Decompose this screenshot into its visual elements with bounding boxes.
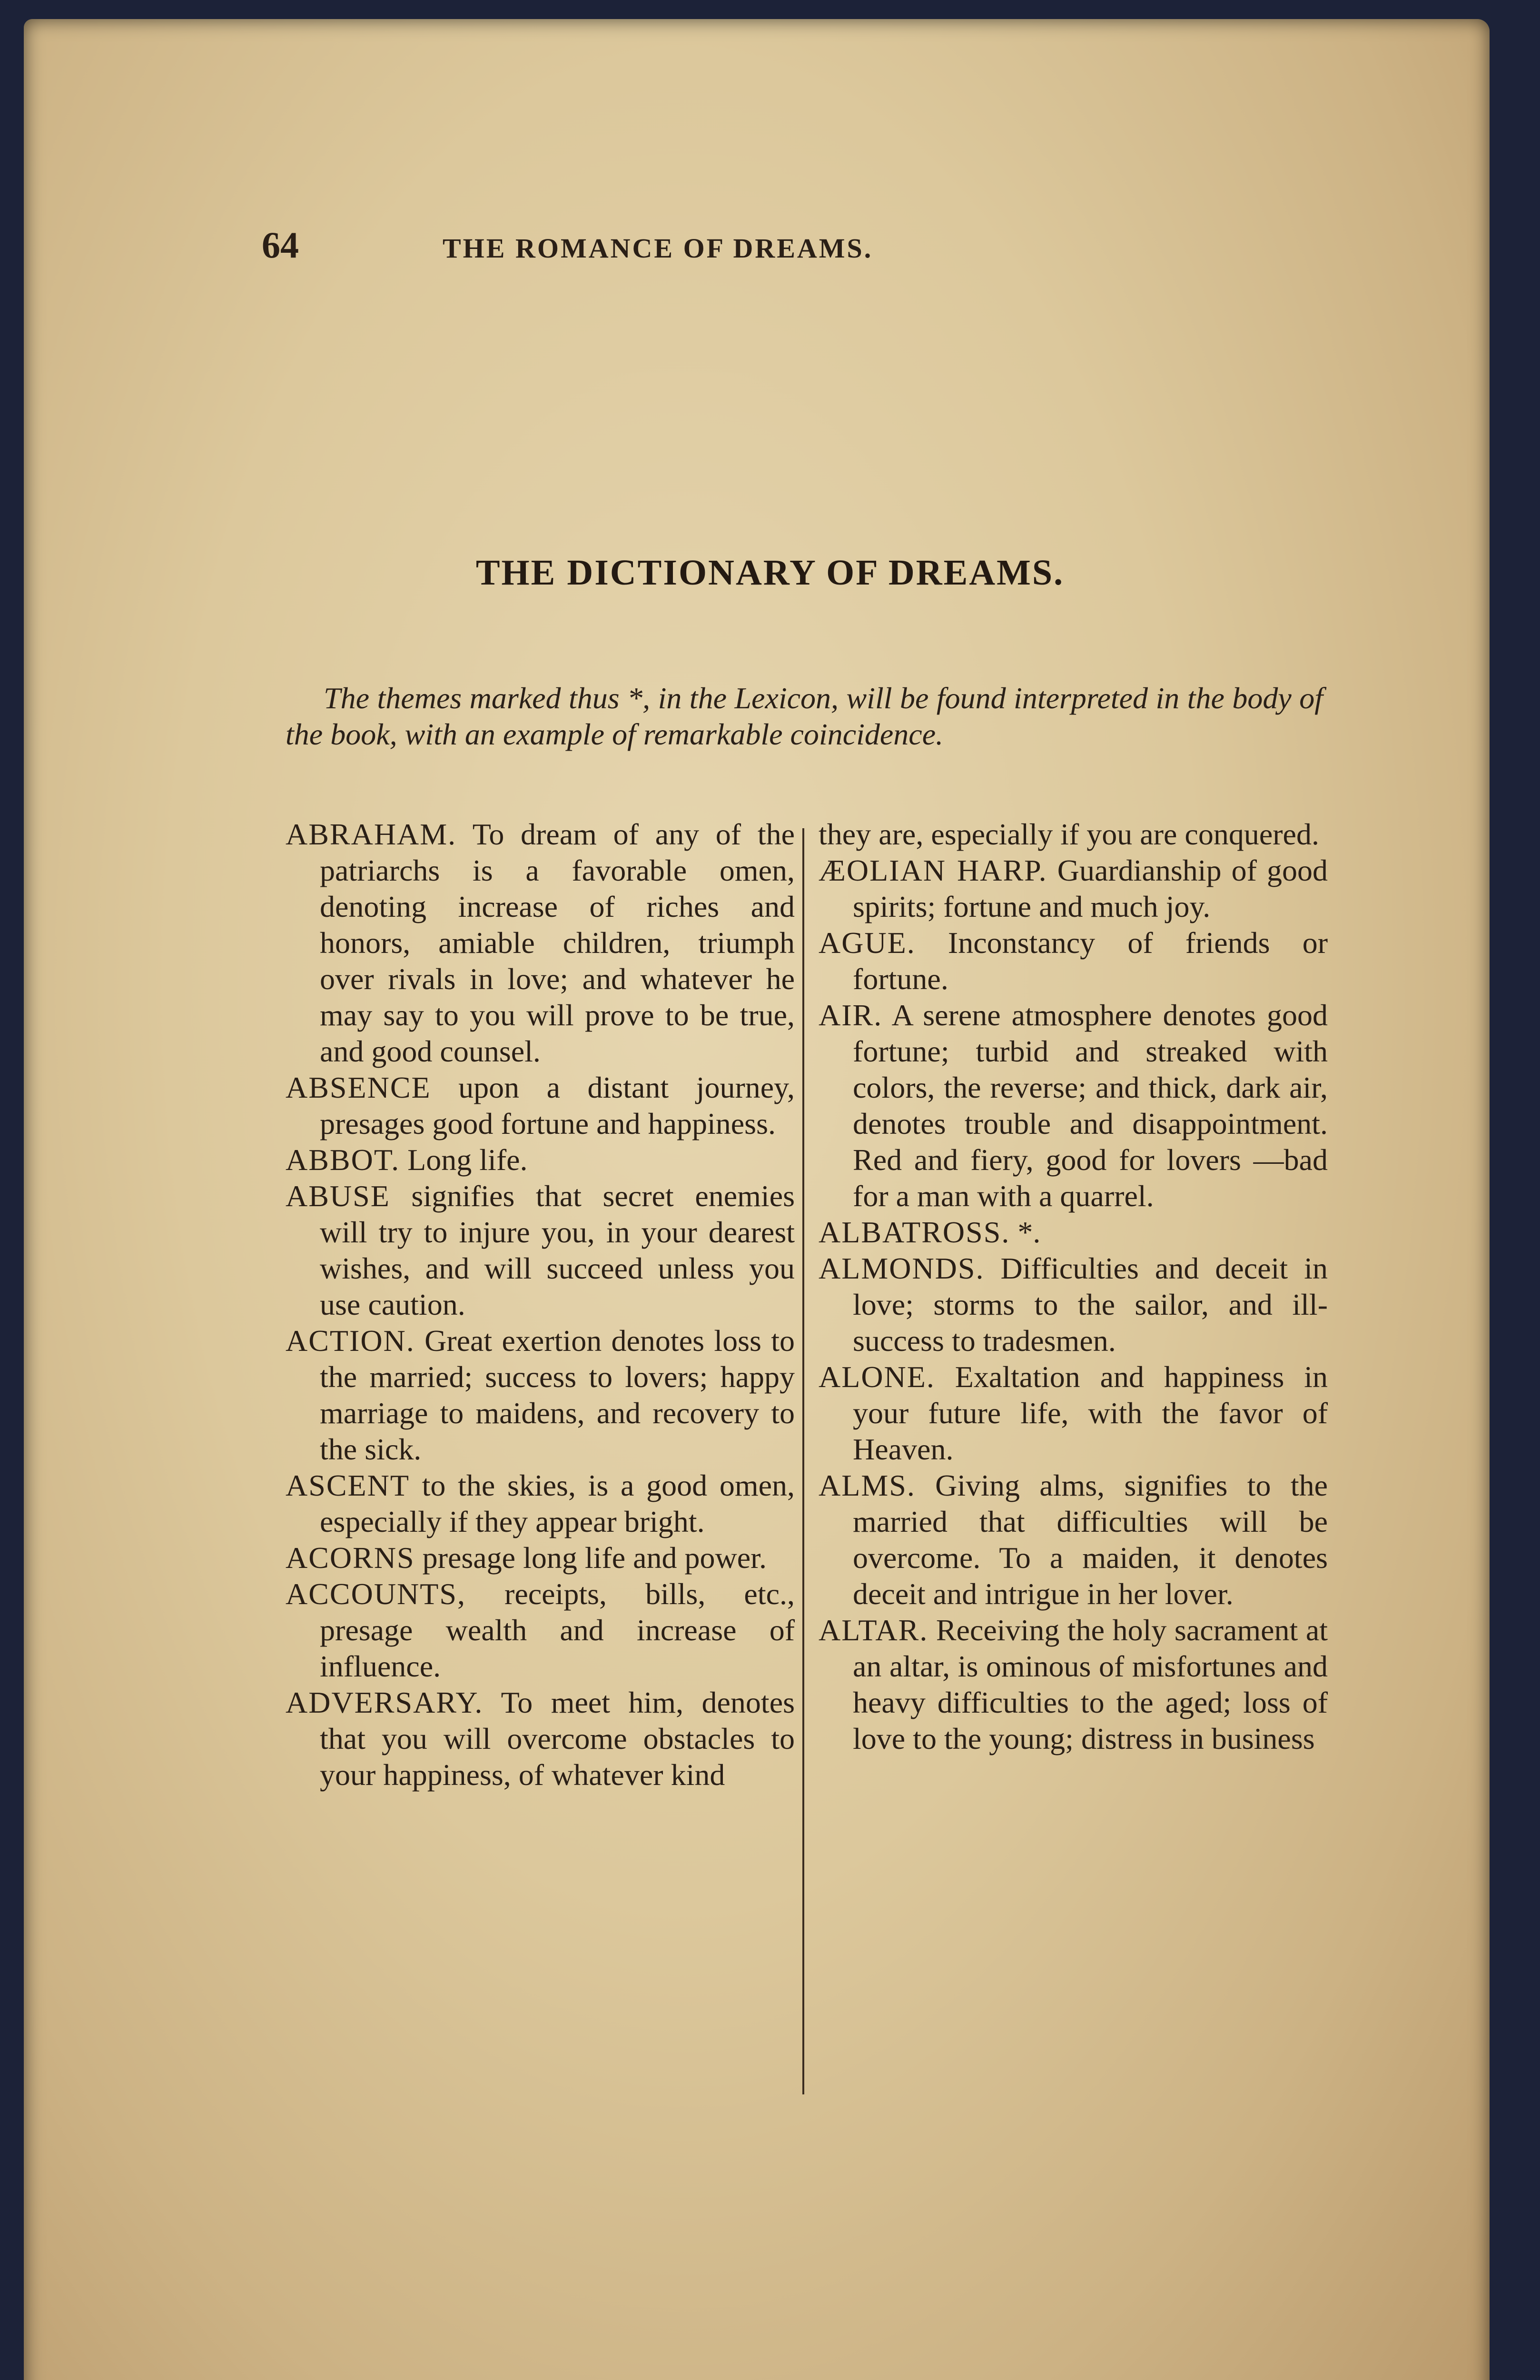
- entry-text: upon a distant journey, presages good fortune and happiness.: [320, 1071, 795, 1140]
- entry-text: to the skies, is a good omen, especially if they appear bright.: [320, 1468, 795, 1538]
- dictionary-entry: [286, 1142, 795, 1178]
- entry-headword: ABSENCE: [286, 1071, 431, 1104]
- entry-text: they are, especially if you are conquered.: [819, 817, 1319, 851]
- dictionary-entry: [286, 1070, 795, 1142]
- running-head: [262, 224, 1350, 267]
- entry-headword: ALMONDS.: [819, 1251, 985, 1285]
- dictionary-entry: [819, 853, 1328, 925]
- dictionary-entry: [819, 1214, 1328, 1250]
- entry-text: Guardianship of good spirits; fortune and much joy.: [853, 853, 1328, 923]
- page-number: 64: [262, 224, 299, 266]
- entry-headword: ABUSE: [286, 1179, 390, 1213]
- entry-text: presage long life and power.: [422, 1541, 767, 1575]
- entry-text: Long life.: [407, 1143, 528, 1177]
- entry-headword: ALMS.: [819, 1468, 916, 1502]
- entry-text: A serene atmosphere denotes good fortune; turbid and streaked with colors, the reverse; and thick, dark air, denotes trouble and disappointment. Red and fiery, good for lovers —bad for a man with a quarrel.: [853, 998, 1328, 1213]
- entry-headword: ALTAR.: [819, 1613, 928, 1647]
- entry-headword: ASCENT: [286, 1468, 410, 1502]
- dictionary-entry: [819, 925, 1328, 997]
- entry-headword: AIR.: [819, 998, 883, 1032]
- dictionary-entry: [819, 1468, 1328, 1612]
- entry-text: Inconstancy of friends or fortune.: [853, 926, 1328, 996]
- entry-text: Exaltation and happiness in your future life, with the favor of Heaven.: [853, 1360, 1328, 1466]
- entry-text: To dream of any of the patriarchs is a favorable omen, denoting increase of riches and honors, amiable children, triumph over rivals in love; and whatever he may say to you will prove to be true, and good counsel.: [320, 817, 795, 1068]
- entry-text: *.: [1017, 1215, 1041, 1249]
- right-column: [819, 816, 1328, 1757]
- section-title: THE DICTIONARY OF DREAMS.: [475, 553, 1065, 593]
- dictionary-entry-continued: [819, 816, 1328, 853]
- left-column: [286, 816, 795, 1793]
- entry-headword: ALONE.: [819, 1360, 935, 1394]
- entry-text: To meet him, denotes that you will overcome obstacles to your happiness, of whatever kind: [320, 1686, 795, 1792]
- running-title: THE ROMANCE OF DREAMS.: [443, 233, 873, 264]
- entry-text: receipts, bills, etc., presage wealth and increase of influence.: [320, 1577, 795, 1683]
- entry-text: Difficulties and deceit in love; storms to the sailor, and ill-success to tradesmen.: [853, 1251, 1328, 1358]
- dictionary-entry: [819, 1612, 1328, 1757]
- dictionary-entry: [286, 1178, 795, 1323]
- entry-text: signifies that secret enemies will try to injure you, in your dearest wishes, and will succeed unless you use caution.: [320, 1179, 795, 1321]
- entry-headword: ACTION.: [286, 1324, 415, 1358]
- entry-text: Giving alms, signifies to the married that difficulties will be overcome. To a maiden, it denotes deceit and intrigue in her lover.: [853, 1468, 1328, 1611]
- entry-headword: ADVERSARY.: [286, 1686, 484, 1719]
- intro-note: The themes marked thus *, in the Lexicon, will be found interpreted in the body of the book, with an example of remarkable coincidence.: [286, 681, 1323, 751]
- dictionary-entry: [819, 1359, 1328, 1468]
- entry-headword: ABRAHAM.: [286, 817, 457, 851]
- dictionary-entry: [819, 997, 1328, 1214]
- dictionary-entry: [286, 1323, 795, 1468]
- entry-headword: ABBOT.: [286, 1143, 400, 1177]
- dictionary-entry: [286, 1576, 795, 1685]
- column-divider: [802, 828, 804, 2094]
- dictionary-entry: [286, 1468, 795, 1540]
- entry-headword: ACCOUNTS,: [286, 1577, 466, 1611]
- entry-text: Receiving the holy sacrament at an altar, is ominous of misfortunes and heavy difficulties to the aged; loss of love to the young; distress in business: [853, 1613, 1328, 1755]
- dictionary-entry: [819, 1250, 1328, 1359]
- entry-headword: AGUE.: [819, 926, 916, 960]
- entry-headword: ACORNS: [286, 1541, 415, 1575]
- entry-headword: ALBATROSS.: [819, 1215, 1010, 1249]
- dictionary-entry: [286, 816, 795, 1070]
- dictionary-entry: [286, 1685, 795, 1793]
- dictionary-entry: [286, 1540, 795, 1576]
- entry-text: Great exertion denotes loss to the married; success to lovers; happy marriage to maidens, and recovery to the sick.: [320, 1324, 795, 1466]
- entry-headword: ÆOLIAN HARP.: [819, 853, 1047, 887]
